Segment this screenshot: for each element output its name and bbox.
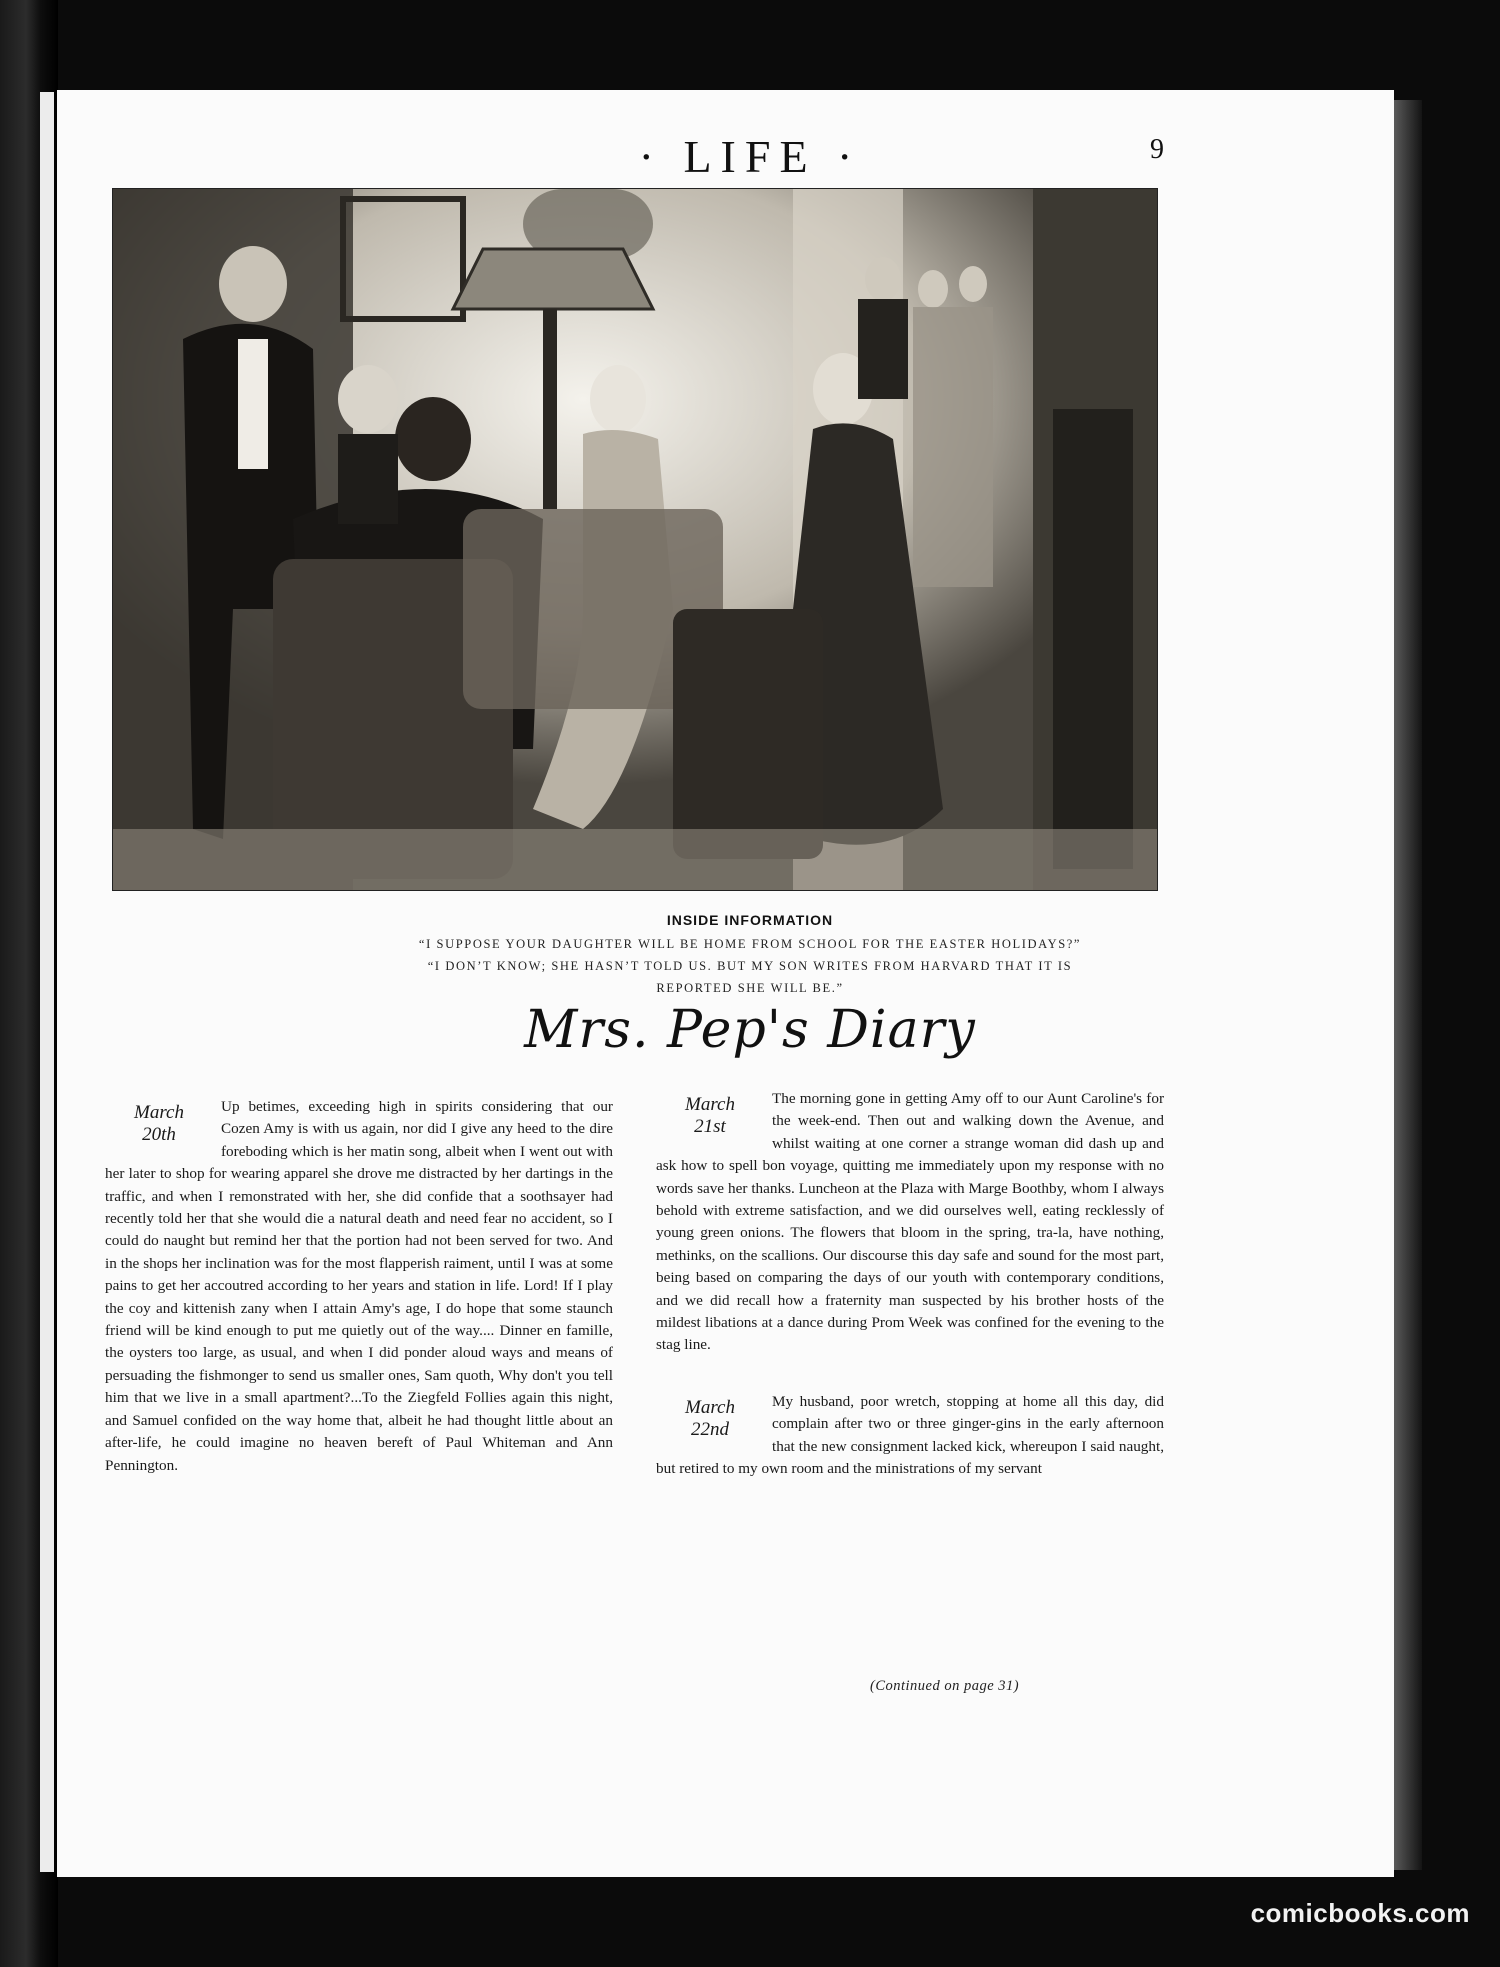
continued-note: (Continued on page 31) <box>870 1678 1020 1694</box>
parlor-scene-illustration <box>112 188 1158 891</box>
date-day: 20th <box>142 1124 176 1145</box>
text-column-right <box>656 1088 1164 1481</box>
caption-line-3: REPORTED SHE WILL BE.” <box>656 981 844 995</box>
date-month: March <box>134 1102 184 1123</box>
magazine-title: · LIFE · <box>638 131 862 182</box>
diary-entry-text: Up betimes, exceeding high in spirits considering that our Cozen Amy is with us again, nor did I give any heed to the dire foreboding which is her matin song, albeit when I went out with her later to shop for wearing apparel she drove me distracted by her dartings in the traffic, and when I remonstrated with her, she did confide that a soothsayer had recently told her that she would die a natural death and need fear no accident, so I could do naught but remind her that the portion had not been served for two. And in the shops her inclination was for the most flapperish raiment, until I was at some pains to get her accoutred according to her years and station in life. Lord! If I play the coy and kittenish zany when I attain Amy's age, I do hope that some staunch friend will be kind enough to put me quietly out of the way.... Dinner en famille, the oysters too large, as usual, and when I did ponder aloud ways and means of persuading the fishmonger to send us smaller ones, Sam quoth, Why don't you tell him that we live in a small apartment?...To the Ziegfeld Follies again this night, and Samuel confided on the way home that, albeit he had thought little about an after-life, he could imagine no heaven bereft of Paul Whiteman and Ann Pennington. <box>105 1098 613 1474</box>
date-label <box>656 1088 764 1138</box>
diary-entry-text: My husband, poor wretch, stopping at home all this day, did complain after two or three ginger-gins in the early afternoon that the new consignment lacked kick, whereupon I said naught, but retired to my own room and the ministrations of my servant <box>656 1392 1164 1478</box>
site-watermark: comicbooks.com <box>1250 1898 1470 1928</box>
date-month: March <box>685 1396 735 1418</box>
article-title: Mrs. Pep's Diary <box>524 1000 976 1060</box>
page-number: 9 <box>1150 134 1164 165</box>
caption-title: INSIDE INFORMATION <box>666 912 834 928</box>
date-label <box>656 1391 764 1441</box>
date-label <box>105 1096 213 1146</box>
date-day: 21st <box>694 1116 726 1137</box>
date-month: March <box>685 1094 735 1115</box>
date-day: 22nd <box>691 1418 729 1440</box>
text-column-left <box>105 1096 613 1477</box>
entry-spacer <box>656 1357 1164 1391</box>
caption-line-2: “I DON’T KNOW; SHE HASN’T TOLD US. BUT MY SON WRITES FROM HARVARD THAT IT IS <box>427 959 1073 973</box>
illustration-drawing <box>113 189 1157 890</box>
caption-line-1: “I SUPPOSE YOUR DAUGHTER WILL BE HOME FROM SCHOOL FOR THE EASTER HOLIDAYS?” <box>418 937 1082 951</box>
diary-entry-text: The morning gone in getting Amy off to our Aunt Caroline's for the week-end. Then out and walking down the Avenue, and whilst waiting at one corner a strange woman did dash up and ask how to spell bon voyage, quitting me immediately upon my response with no words save her thanks. Luncheon at the Plaza with Marge Boothby, whom I always behold with extreme satisfaction, and we did ourselves well, eating recklessly of young green onions. The flowers that bloom in the spring, tra-la, have nothing, methinks, on the scallions. Our discourse this day safe and sound for the most part, being based on comparing the days of our youth with contemporary conditions, and we did recall how a fraternity man suspected by his brother hosts of the mildest libations at a dance during Prom Week was confined for the evening to the stag line. <box>656 1090 1164 1354</box>
